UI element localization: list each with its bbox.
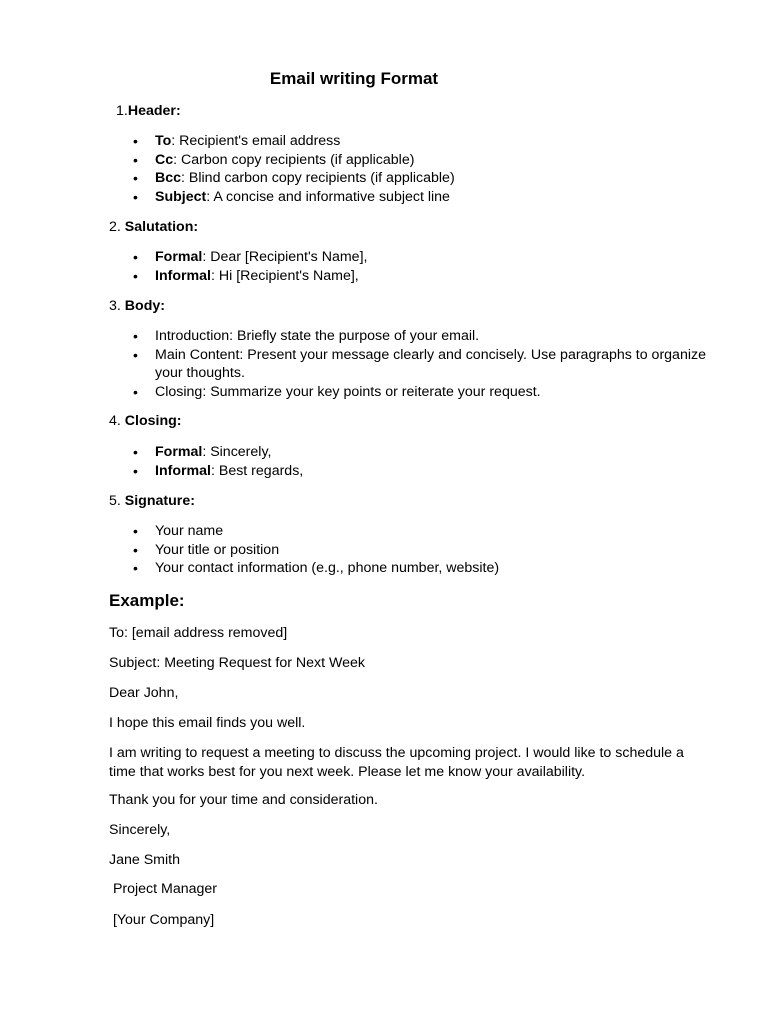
example-heading: Example: [109, 591, 185, 610]
list-item: • Informal: Best regards, [155, 462, 715, 481]
example-signature-title: Project Manager [109, 881, 218, 897]
list-item: • Formal: Sincerely, [155, 443, 715, 462]
list-item: • Introduction: Briefly state the purpose of your email. [155, 327, 715, 346]
list-item: • Your contact information (e.g., phone number, website) [155, 559, 715, 578]
section-header-4: 4. Closing: [109, 413, 182, 429]
section-header-2: 2. Salutation: [109, 219, 199, 235]
example-signature-name: Jane Smith [109, 852, 180, 868]
section-1-list [155, 132, 715, 206]
list-item: • Main Content: Present your message clearly and concisely. Use paragraphs to organize your thoughts. [155, 346, 715, 383]
list-item: • To: Recipient's email address [155, 132, 715, 151]
example-signature-company: [Your Company] [109, 912, 215, 928]
list-item: • Formal: Dear [Recipient's Name], [155, 248, 715, 267]
example-opening-line: I hope this email finds you well. [109, 715, 306, 731]
example-body-paragraph: I am writing to request a meeting to discuss the upcoming project. I would like to schedule a time that works best for you next week. Please let me know your availability. [109, 745, 684, 780]
list-item: • Bcc: Blind carbon copy recipients (if applicable) [155, 169, 715, 188]
section-4-list [155, 443, 715, 480]
list-item: • Closing: Summarize your key points or reiterate your request. [155, 383, 715, 402]
example-closing: Sincerely, [109, 822, 171, 838]
list-item: • Subject: A concise and informative subject line [155, 188, 715, 207]
list-item: • Your name [155, 522, 715, 541]
section-2-list [155, 248, 715, 285]
section-5-list [155, 522, 715, 578]
section-3-list [155, 327, 715, 401]
example-greeting: Dear John, [109, 685, 179, 701]
document-title: Email writing Format [269, 69, 439, 88]
example-subject-line: Subject: Meeting Request for Next Week [109, 655, 366, 671]
section-header-3: 3. Body: [109, 298, 165, 314]
example-to-line: To: [email address removed] [109, 625, 288, 641]
list-item: • Informal: Hi [Recipient's Name], [155, 267, 715, 286]
list-item: • Cc: Carbon copy recipients (if applicable) [155, 151, 715, 170]
section-header-5: 5. Signature: [109, 493, 195, 509]
list-item: • Your title or position [155, 541, 715, 560]
section-header-1: 1.Header: [116, 103, 181, 119]
example-thanks-line: Thank you for your time and consideration. [109, 792, 378, 808]
